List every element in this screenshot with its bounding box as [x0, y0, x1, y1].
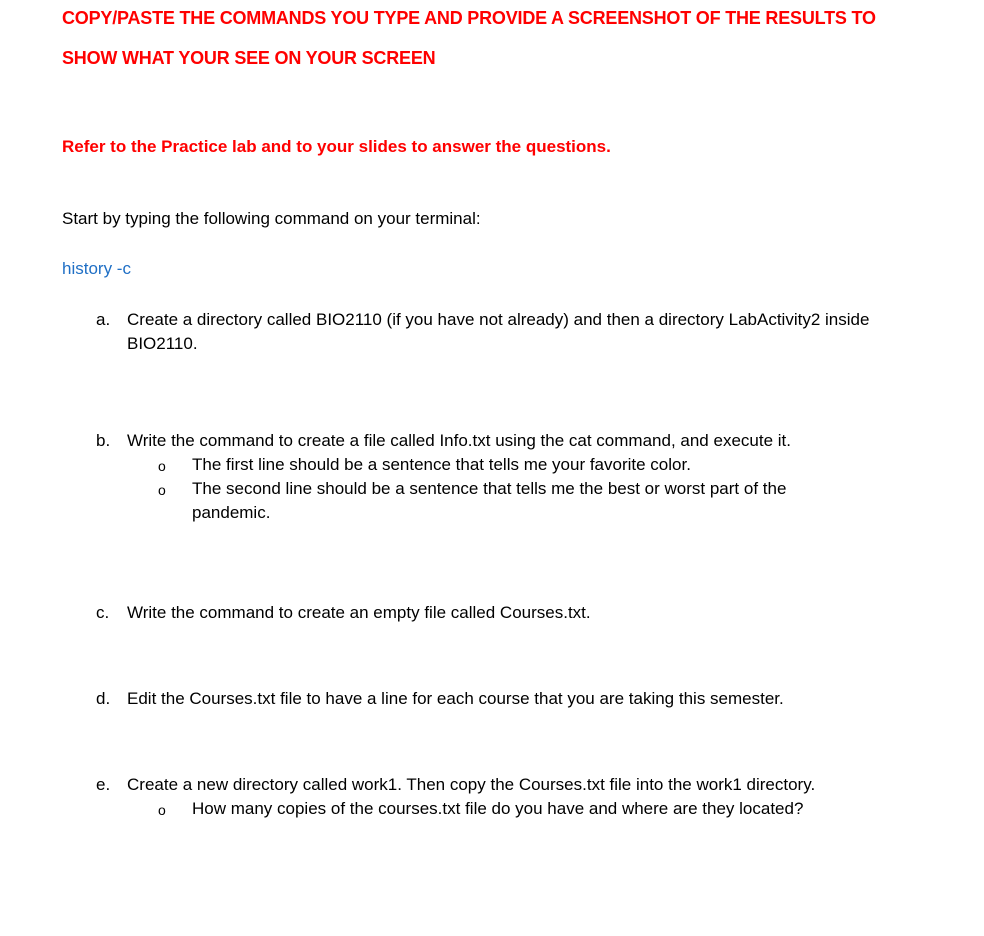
question-a-marker: a. — [96, 310, 111, 329]
question-d-marker: d. — [96, 689, 111, 708]
bullet-b1-text: The first line should be a sentence that tells me your favorite color. — [192, 455, 691, 474]
bullet-b2-text: The second line should be a sentence that tells me the best or worst part of the pandemic. — [192, 479, 787, 522]
question-c-marker: c. — [96, 603, 110, 622]
question-b-text: Write the command to create a file called Info.txt using the cat command, and execute it. — [127, 431, 791, 450]
question-a-text: Create a directory called BIO2110 (if you have not already) and then a directory LabActivity2 inside BIO2110. — [127, 310, 870, 353]
header-line-2: SHOW WHAT YOUR SEE ON YOUR SCREEN — [62, 48, 436, 68]
question-d-text: Edit the Courses.txt file to have a line for each course that you are taking this semester. — [127, 689, 784, 708]
question-e-text: Create a new directory called work1. Then copy the Courses.txt file into the work1 directory. — [127, 775, 816, 794]
question-c-text: Write the command to create an empty file called Courses.txt. — [127, 603, 591, 622]
bullet-b1-symbol: o — [158, 458, 166, 474]
question-e-marker: e. — [96, 775, 111, 794]
command-text: history -c — [62, 259, 131, 278]
bullet-e1-text: How many copies of the courses.txt file do you have and where are they located? — [192, 799, 804, 818]
instruction-text: Refer to the Practice lab and to your slides to answer the questions. — [62, 137, 611, 156]
bullet-b2-symbol: o — [158, 482, 166, 498]
bullet-e1-symbol: o — [158, 802, 166, 818]
start-text: Start by typing the following command on your terminal: — [62, 209, 481, 228]
question-b-marker: b. — [96, 431, 111, 450]
header-line-1: COPY/PASTE THE COMMANDS YOU TYPE AND PROVIDE A SCREENSHOT OF THE RESULTS TO — [62, 8, 876, 28]
